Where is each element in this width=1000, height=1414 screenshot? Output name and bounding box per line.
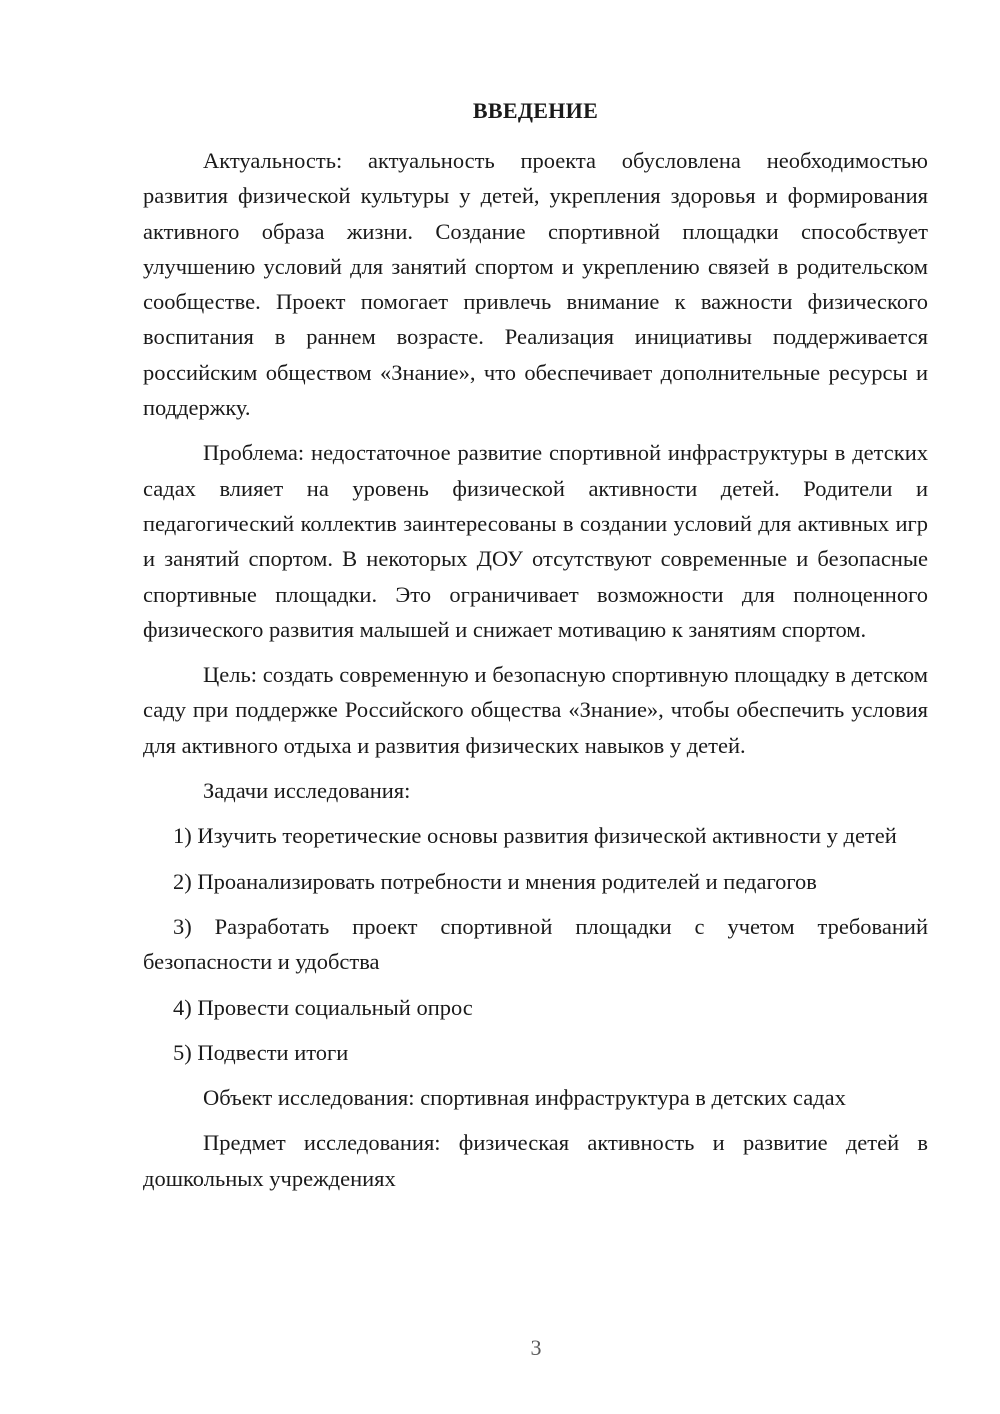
body-text [143, 143, 928, 1196]
task-item: 4) Провести социальный опрос [173, 994, 473, 1020]
research-subject-paragraph: Предмет исследования: физическая активность и развитие детей в дошкольных учреждениях [143, 1130, 928, 1191]
task-item: 5) Подвести итоги [173, 1039, 349, 1065]
problem-paragraph: Проблема: недостаточное развитие спортивной инфраструктуры в детских садах влияет на уровень физической активности детей. Родители и педагогический коллектив заинтересованы в создании условий для активных игр и занятий спортом. В некоторых ДОУ отсутствуют современные и безопасные спортивные площадки. Это ограничивает возможности для полноценного физического развития малышей и снижает мотивацию к занятиям спортом. [143, 440, 928, 642]
section-heading: ВВЕДЕНИЕ [472, 98, 599, 123]
relevance-paragraph: Актуальность: актуальность проекта обусловлена необходимостью развития физической культуры у детей, укрепления здоровья и формирования активного образа жизни. Создание спортивной площадки способствует улучшению условий для занятий спортом и укреплению связей в родительском сообществе. Проект помогает привлечь внимание к важности физического воспитания в раннем возрасте. Реализация инициативы поддерживается российским обществом «Знание», что обеспечивает дополнительные ресурсы и поддержку. [143, 148, 928, 421]
goal-paragraph: Цель: создать современную и безопасную спортивную площадку в детском саду при поддержке Российского общества «Знание», чтобы обеспечить условия для активного отдыха и развития физических навыков у детей. [143, 662, 928, 758]
task-item: 2) Проанализировать потребности и мнения родителей и педагогов [173, 868, 817, 894]
task-item: 3) Разработать проект спортивной площадки с учетом требований безопасности и удобства [143, 913, 928, 975]
page-number: 3 [530, 1335, 542, 1360]
tasks-heading: Задачи исследования: [203, 778, 411, 804]
task-item: 1) Изучить теоретические основы развития физической активности у детей [173, 823, 897, 849]
research-object-paragraph: Объект исследования: спортивная инфраструктура в детских садах [203, 1085, 846, 1111]
